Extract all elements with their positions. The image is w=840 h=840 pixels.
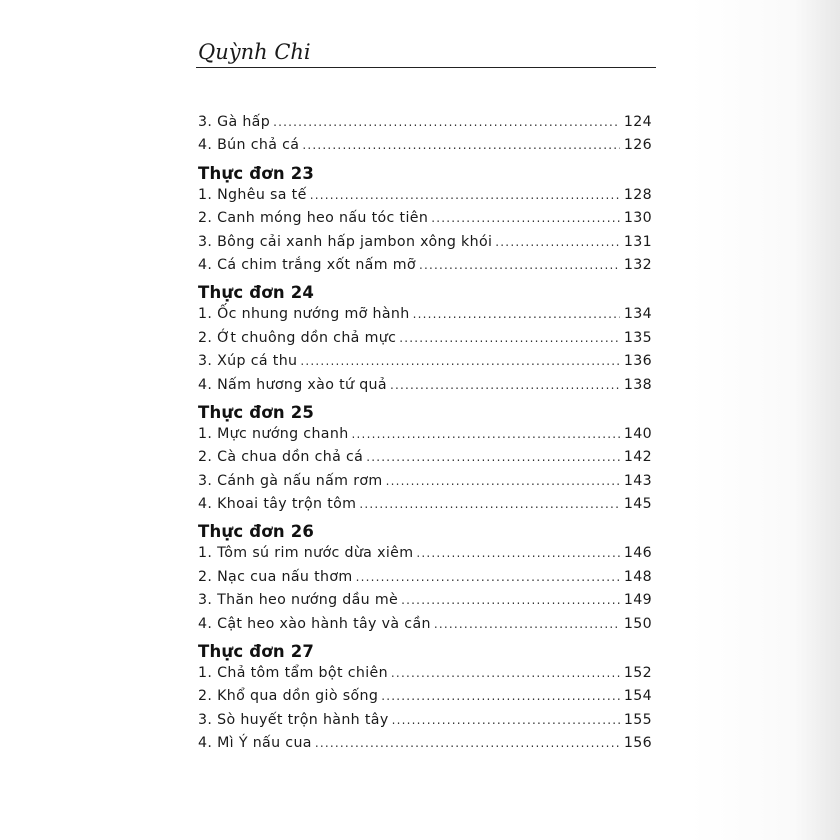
toc-entry	[198, 688, 652, 711]
menu-section-heading: Thực đơn 27	[198, 642, 315, 662]
menu-section-heading: Thực đơn 24	[198, 283, 315, 303]
toc-entry	[198, 569, 652, 592]
running-head-author: Quỳnh Chi	[198, 40, 311, 64]
toc-entry-title: 3. Bông cải xanh hấp jambon xông khói	[198, 233, 493, 250]
toc-entry-title: 3. Thăn heo nướng dầu mè	[198, 592, 399, 609]
toc-entry-title: 4. Cá chim trắng xốt nấm mỡ	[198, 256, 416, 273]
menu-section-heading: Thực đơn 23	[198, 163, 315, 183]
dot-leader	[416, 546, 619, 560]
toc-entry-page-number: 146	[623, 545, 652, 562]
toc-entry	[198, 616, 652, 639]
dot-leader	[401, 593, 620, 607]
toc-entry-page-number: 138	[623, 376, 652, 393]
dot-leader	[392, 713, 620, 727]
toc-entry-title: 2. Nạc cua nấu thơm	[198, 568, 353, 585]
toc-entry	[198, 426, 652, 449]
toc-entry	[198, 735, 652, 758]
toc-entry-page-number: 155	[623, 711, 652, 728]
toc-entry-page-number: 134	[623, 306, 652, 323]
toc-entry-page-number: 150	[623, 615, 652, 632]
toc-entry-page-number: 131	[623, 233, 652, 250]
toc-entry	[198, 210, 652, 233]
toc-entry-title: 1. Chả tôm tẩm bột chiên	[198, 665, 388, 682]
toc-entry-page-number: 124	[623, 114, 652, 130]
dot-leader	[386, 474, 620, 488]
dot-leader	[419, 258, 620, 272]
toc-entry-title: 1. Mực nướng chanh	[198, 425, 349, 442]
toc-entry-title: 2. Khổ qua dồn giò sống	[198, 688, 379, 705]
table-of-contents	[198, 114, 652, 759]
toc-entry-page-number: 136	[623, 353, 652, 370]
toc-entry-page-number: 142	[623, 449, 652, 466]
toc-entry-title: 2. Cà chua dồn chả cá	[198, 449, 364, 466]
toc-entry	[198, 330, 652, 353]
toc-entry-title: 4. Bún chả cá	[198, 137, 300, 154]
toc-entry-title: 2. Ớt chuông dồn chả mực	[198, 329, 397, 346]
toc-entry-page-number: 130	[623, 210, 652, 227]
dot-leader	[273, 115, 620, 129]
toc-entry-title: 3. Xúp cá thu	[198, 353, 298, 370]
toc-entry-page-number: 152	[623, 665, 652, 682]
toc-entry-page-number: 132	[623, 256, 652, 273]
toc-entry-title: 4. Khoai tây trộn tôm	[198, 496, 357, 513]
dot-leader	[495, 235, 620, 249]
toc-entry	[198, 545, 652, 568]
toc-entry-title: 3. Gà hấp	[198, 114, 271, 130]
toc-entry	[198, 592, 652, 615]
menu-section-heading: Thực đơn 25	[198, 402, 315, 422]
toc-entry	[198, 449, 652, 472]
dot-leader	[413, 307, 620, 321]
header-rule	[196, 67, 656, 68]
dot-leader	[356, 570, 620, 584]
toc-entry-title: 3. Cánh gà nấu nấm rơm	[198, 472, 383, 489]
toc-entry	[198, 234, 652, 257]
toc-entry-title: 3. Sò huyết trộn hành tây	[198, 711, 389, 728]
toc-entry	[198, 187, 652, 210]
toc-entry-title: 4. Cật heo xào hành tây và cần	[198, 615, 431, 632]
dot-leader	[391, 666, 620, 680]
toc-entry-title: 2. Canh móng heo nấu tóc tiên	[198, 210, 429, 227]
dot-leader	[431, 211, 620, 225]
toc-entry-title: 4. Nấm hương xào tứ quả	[198, 376, 387, 393]
toc-entry-page-number: 143	[623, 472, 652, 489]
dot-leader	[310, 188, 620, 202]
dot-leader	[434, 617, 620, 631]
toc-entry-title: 1. Tôm sú rim nước dừa xiêm	[198, 545, 414, 562]
toc-entry-title: 4. Mì Ý nấu cua	[198, 735, 312, 752]
page-edge-shadow	[690, 0, 840, 840]
toc-entry	[198, 665, 652, 688]
dot-leader	[366, 450, 620, 464]
dot-leader	[315, 736, 620, 750]
toc-entry	[198, 712, 652, 735]
dot-leader	[352, 427, 620, 441]
toc-entry	[198, 137, 652, 160]
toc-entry	[198, 473, 652, 496]
toc-entry-title: 1. Nghêu sa tế	[198, 186, 307, 203]
dot-leader	[381, 689, 620, 703]
dot-leader	[399, 331, 620, 345]
toc-entry	[198, 257, 652, 280]
dot-leader	[302, 138, 620, 152]
toc-entry	[198, 496, 652, 519]
toc-entry-title: 1. Ốc nhung nướng mỡ hành	[198, 306, 410, 323]
toc-entry-page-number: 156	[623, 735, 652, 752]
toc-entry-page-number: 149	[623, 592, 652, 609]
toc-entry	[198, 306, 652, 329]
toc-entry	[198, 114, 652, 137]
toc-entry-page-number: 126	[623, 137, 652, 154]
toc-entry-page-number: 148	[623, 568, 652, 585]
toc-entry-page-number: 145	[623, 496, 652, 513]
toc-entry-page-number: 140	[623, 425, 652, 442]
toc-entry	[198, 377, 652, 400]
dot-leader	[300, 354, 619, 368]
menu-section-heading: Thực đơn 26	[198, 522, 315, 542]
dot-leader	[359, 497, 620, 511]
dot-leader	[390, 378, 620, 392]
toc-entry-page-number: 135	[623, 329, 652, 346]
toc-entry-page-number: 128	[623, 186, 652, 203]
toc-entry-page-number: 154	[623, 688, 652, 705]
toc-entry	[198, 353, 652, 376]
